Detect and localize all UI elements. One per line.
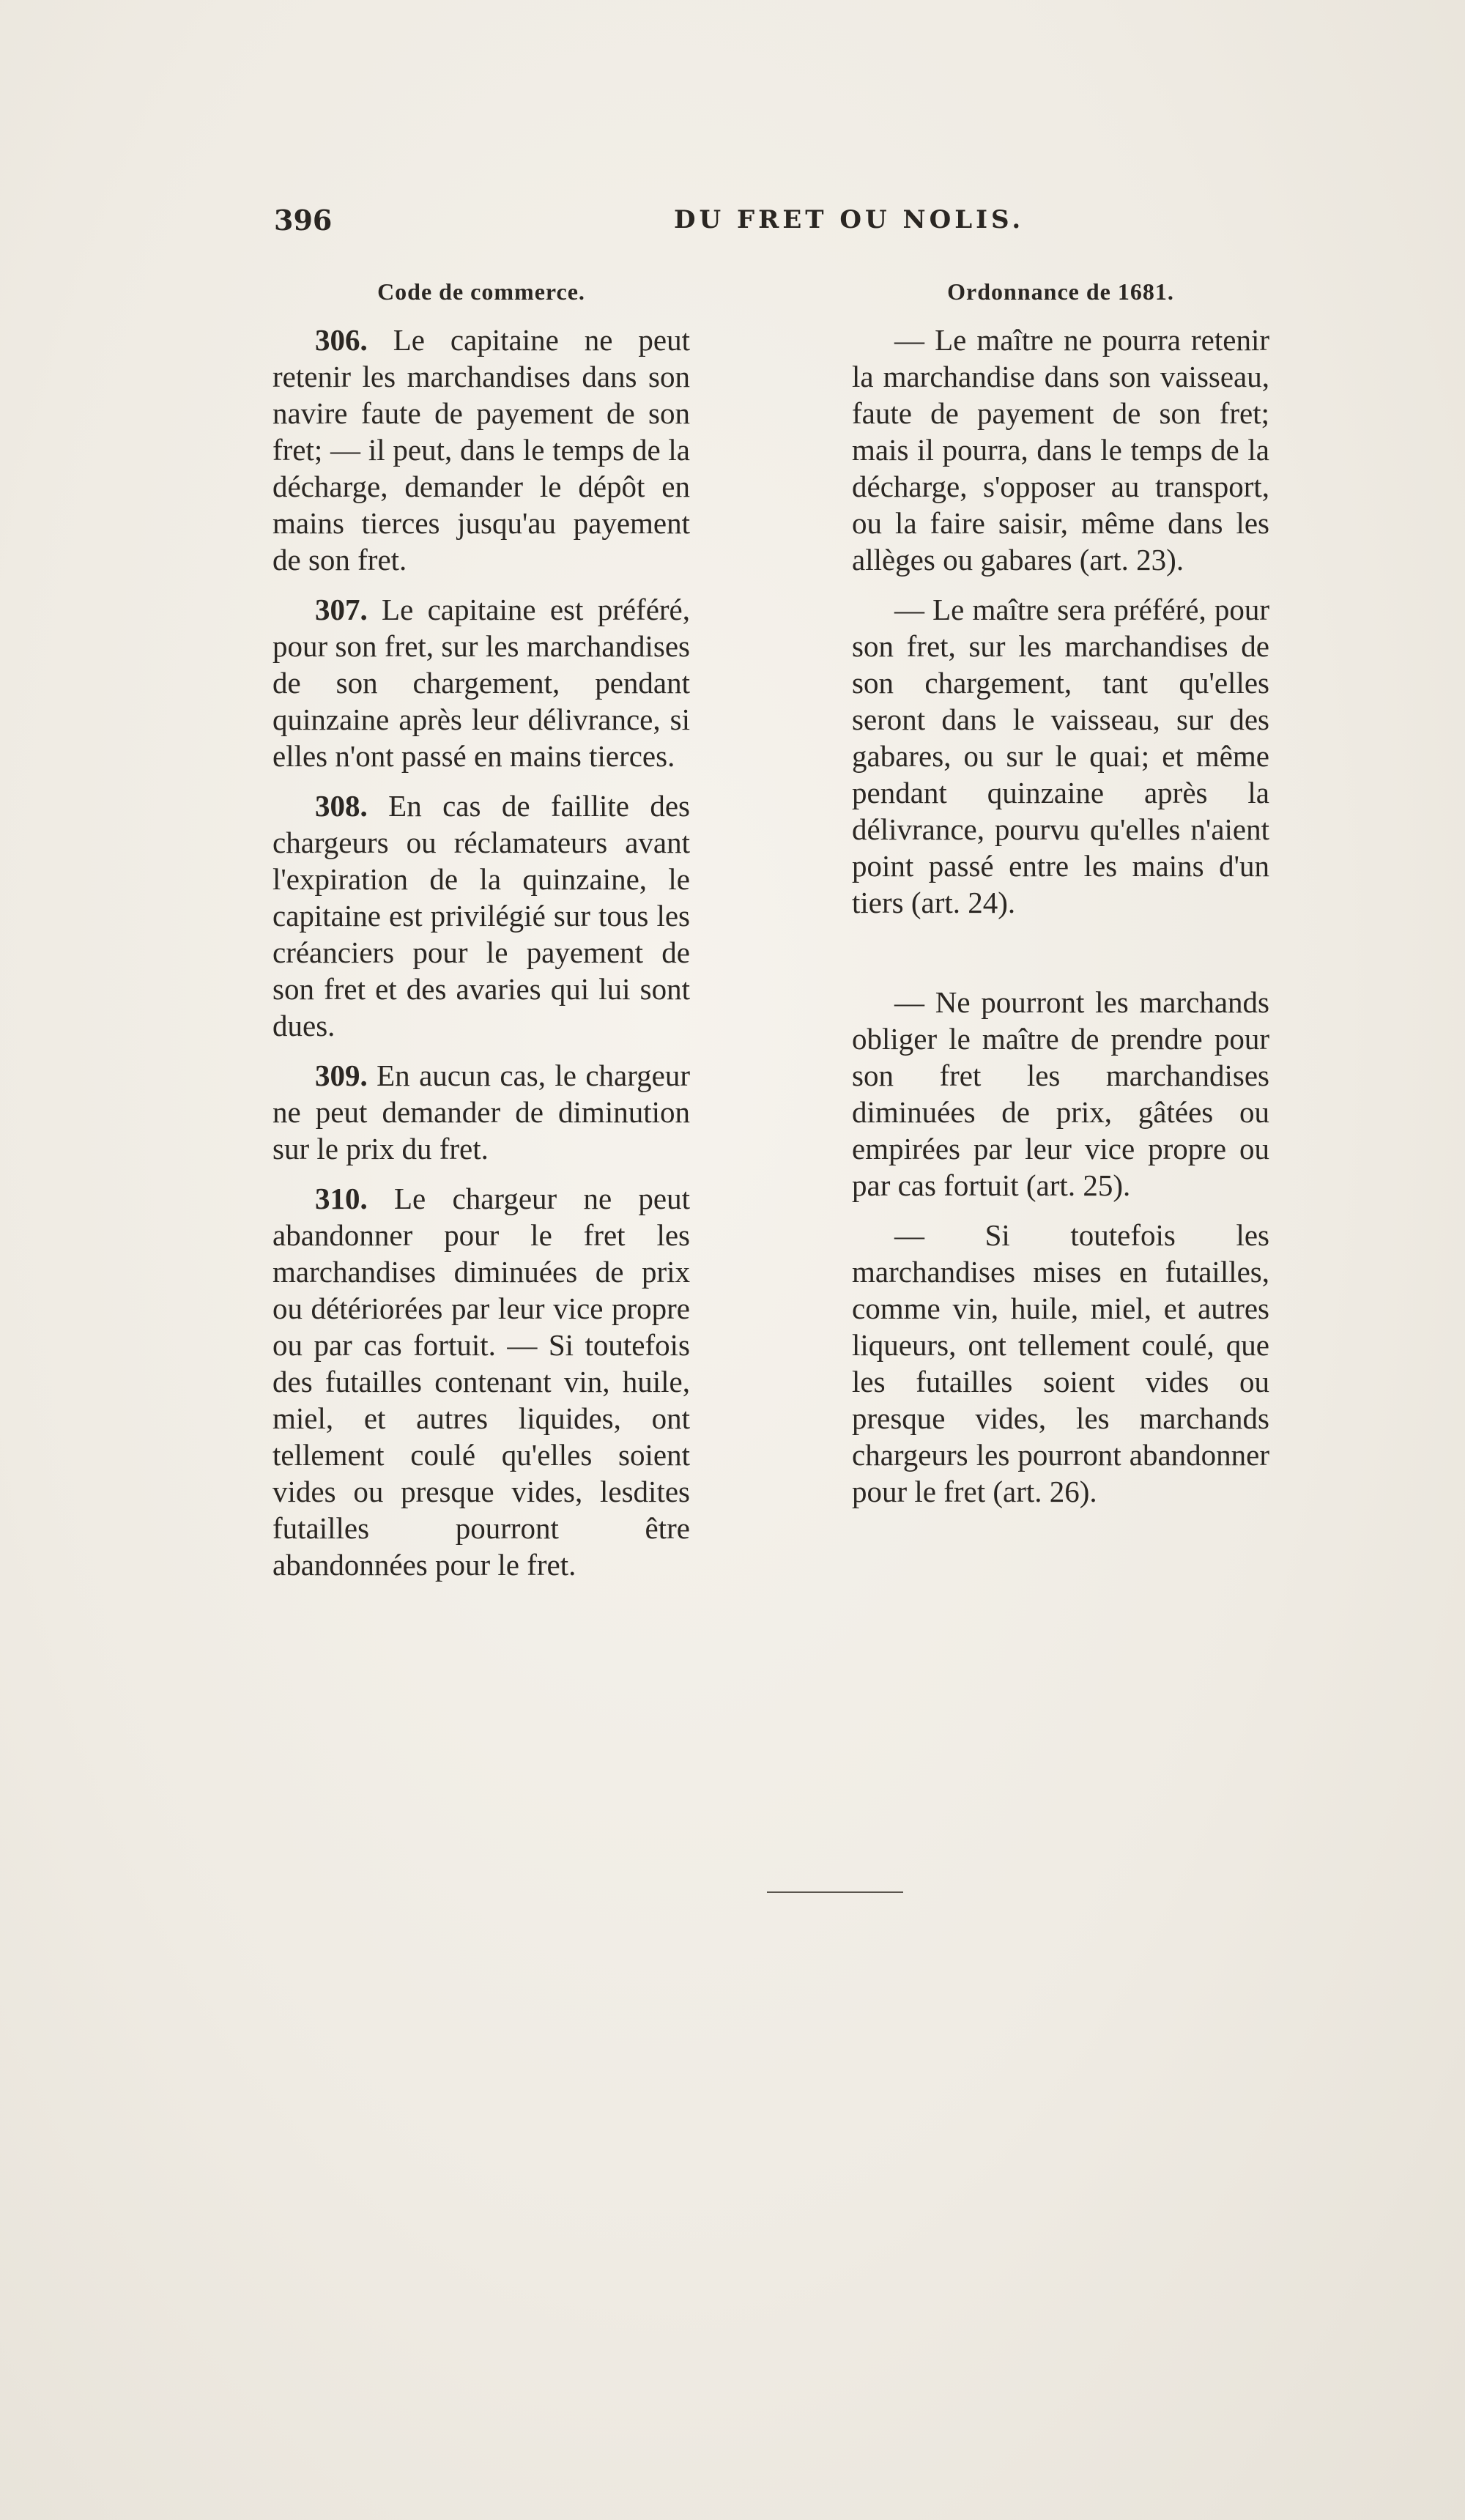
article-308 [272,788,690,1044]
page-number: 396 [274,204,333,237]
article-number: 306. [315,323,368,357]
left-column-code-de-commerce [272,278,690,1596]
article-text: Le chargeur ne peut abandonner pour le fret les marchandises diminuées de prix ou détériorées par leur vice propre ou par cas fortuit. — Si toutefois des futailles contenant vin, huile, miel, et autres liquides, ont tellement coulé qu'elles soient vides ou presque vides, lesdites futailles pourront être abandonnées pour le fret. [272,1182,690,1582]
article-306 [272,322,690,578]
ordonnance-paragraph: — Ne pourront les marchands obliger le maître de prendre pour son fret les marchandises diminuées de prix, gâtées ou empirées par leur vice propre ou par cas fortuit (art. 25). [852,985,1269,1202]
running-title: DU FRET OU NOLIS. [674,205,1025,234]
article-text: Le capitaine ne peut retenir les marchandises dans son navire faute de payement de son fret; — il peut, dans le temps de la décharge, demander le dépôt en mains tierces jusqu'au payement de son fret. [272,323,690,577]
article-309 [272,1057,690,1167]
article-number: 308. [315,789,368,823]
page-header [0,204,1465,240]
article-number: 307. [315,593,368,626]
article-307 [272,591,690,774]
end-rule-divider [767,1891,903,1893]
article-text: Le capitaine est préféré, pour son fret, sur les marchandises de son chargement, pendant quinzaine après leur délivrance, si elles n'ont passé en mains tierces. [272,593,690,773]
right-column-ordonnance-1681 [852,278,1269,1523]
ordonnance-paragraph: — Le maître ne pourra retenir la marchandise dans son vaisseau, faute de payement de son fret; mais il pourra, dans le temps de la décharge, s'opposer au transport, ou la faire saisir, même dans les allèges ou gabares (art. 23). [852,323,1269,577]
article-number: 310. [315,1182,368,1215]
article-text: En cas de faillite des chargeurs ou réclamateurs avant l'expiration de la quinzaine, le capitaine est privilégié sur tous les créanciers pour le payement de son fret et des avaries qui lui sont dues. [272,789,690,1042]
ordonnance-paragraph: — Le maître sera préféré, pour son fret, sur les marchandises de son chargement, tant qu'elles seront dans le vaisseau, sur des gabares, ou sur le quai; et même pendant quinzaine après la délivrance, pourvu qu'elles n'aient point passé entre les mains d'un tiers (art. 24). [852,593,1269,919]
article-text: En aucun cas, le chargeur ne peut demander de diminution sur le prix du fret. [272,1059,690,1166]
right-column-heading: Ordonnance de 1681. [947,278,1174,305]
ordonnance-paragraph: — Si toutefois les marchandises mises en futailles, comme vin, huile, miel, et autres liqueurs, ont tellement coulé, que les futailles soient vides ou presque vides, les marchands chargeurs les pourront abandonner pour le fret (art. 26). [852,1218,1269,1508]
article-310 [272,1180,690,1583]
article-number: 309. [315,1059,368,1092]
left-column-heading: Code de commerce. [377,278,585,305]
